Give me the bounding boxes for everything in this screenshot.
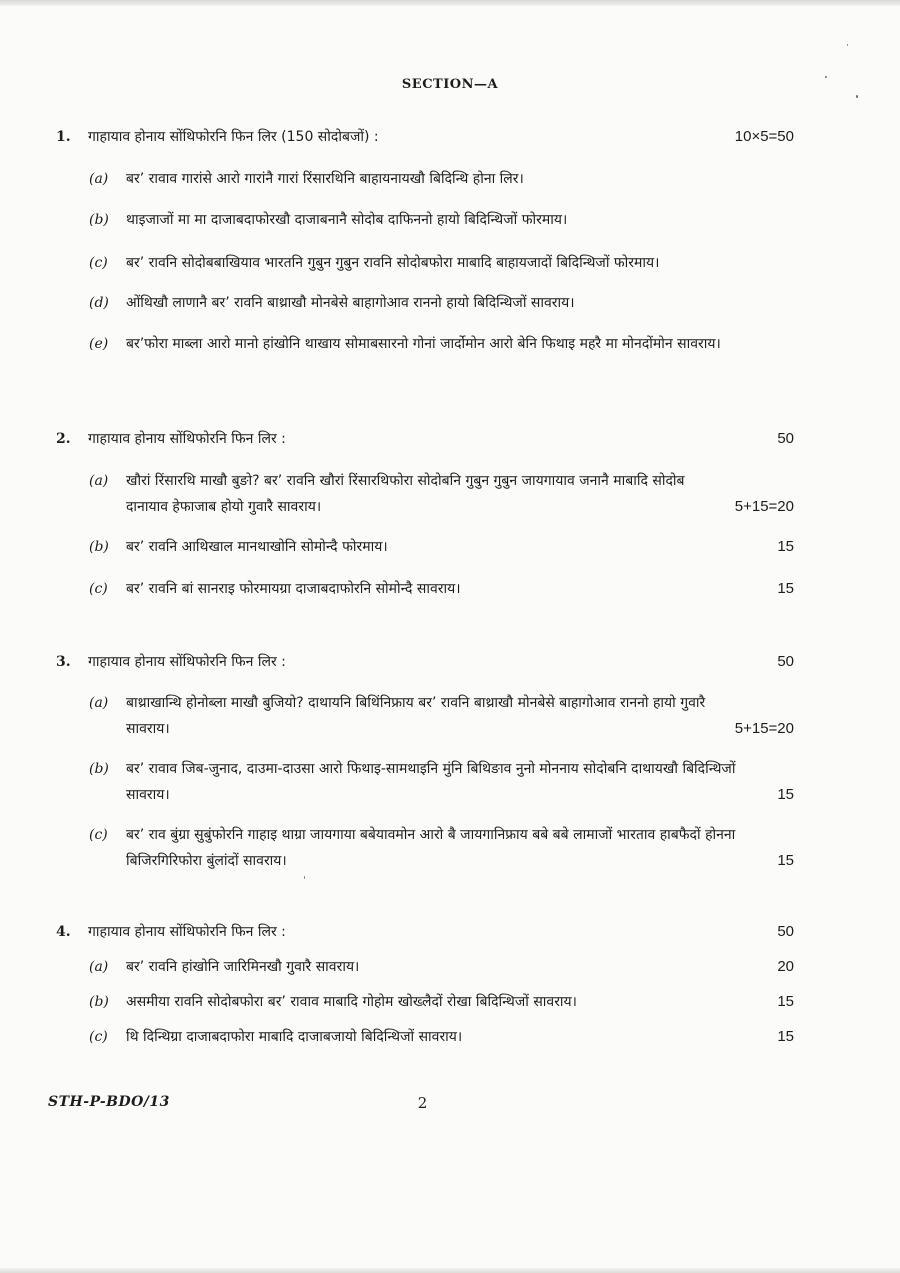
scan-speck	[825, 76, 827, 78]
item-label: (b)	[89, 539, 109, 555]
item-marks: 15	[777, 993, 794, 1010]
item-text: थाइजाजों मा मा दाजाबदाफोरखौ दाजाबनानै सोदोब दाफिननो हायो बिदिन्थिजों फोरमाय।	[126, 212, 568, 228]
scan-edge-bottom	[0, 1268, 900, 1273]
item-label: (b)	[89, 761, 109, 777]
question-2-item-a	[89, 468, 794, 520]
item-text: बर’ रावनि बां सानराइ फोरमायग्रा दाजाबदाफोरनि सोमोन्दै सावराय।	[126, 581, 461, 597]
item-text: बर’फोरा माब्ला आरो मानो हांखोनि थाखाय सोमाबसारनो गोनां जार्दोमोन आरो बेनि फिथाइ महरै मा मोनदोंमोन सावराय।	[126, 336, 721, 352]
question-prompt: गाहायाव होनाय सोंथिफोरनि फिन लिर :	[88, 654, 286, 670]
item-text: थि दिन्थिग्रा दाजाबदाफोरा माबादि दाजाबजायो बिदिन्थिजों सावराय।	[126, 1029, 463, 1045]
scan-speck	[856, 95, 858, 98]
item-text: बाथ्राखान्थि होनोब्ला माखौ बुजियो? दाथायनि बिथिंनिफ्राय बर’ रावनि बाथ्राखौ मोनबेसे बाहागोआव राननो हायो गुवारै सावराय।	[126, 695, 706, 737]
scan-edge-top	[0, 0, 900, 6]
item-label: (b)	[89, 212, 109, 228]
item-label: (b)	[89, 994, 109, 1010]
question-1-item-e	[89, 331, 794, 357]
question-marks: 10×5=50	[734, 128, 794, 145]
item-text: बर’ रावनि सोदोबबाखियाव भारतनि गुबुन गुबुन रावनि सोदोबफोरा माबादि बाहायजादों बिदिन्थिजों फोरमाय।	[126, 255, 660, 271]
item-marks: 5+15=20	[734, 720, 794, 737]
item-text: असमीया रावनि सोदोबफोरा बर’ रावाव माबादि गोहोम खोख्लैदों रोखा बिदिन्थिजों सावराय।	[126, 994, 577, 1010]
question-number: 2.	[56, 431, 71, 447]
item-text: बर’ रावनि आथिखाल मानथाखोनि सोमोन्दै फोरमाय।	[126, 539, 388, 555]
item-text: बर’ रावाव गारांसे आरो गारांनै गारां रिंसारथिनि बाहायनायखौ बिदिन्थि होना लिर।	[126, 171, 524, 187]
question-marks: 50	[777, 653, 794, 670]
question-number: 4.	[56, 924, 71, 940]
question-1-item-d	[89, 290, 794, 316]
item-label: (a)	[89, 473, 109, 489]
item-label: (c)	[89, 255, 108, 271]
question-number: 3.	[56, 654, 71, 670]
item-label: (c)	[89, 1029, 108, 1045]
item-text: खौरां रिंसारथि माखौ बुङो? बर’ रावनि खौरां रिंसारथिफोरा सोदोबनि गुबुन गुबुन जायगायाव जनानै माबादि सोदोब दानायाव हेफाजाब होयो गुवारै सावराय।	[126, 473, 685, 515]
item-label: (a)	[89, 171, 109, 187]
item-marks: 15	[777, 1028, 794, 1045]
item-label: (c)	[89, 827, 108, 843]
section-title: SECTION—A	[401, 77, 499, 92]
item-label: (a)	[89, 695, 109, 711]
question-marks: 50	[777, 430, 794, 447]
item-label: (c)	[89, 581, 108, 597]
page-number: 2	[417, 1094, 428, 1112]
scan-speck	[847, 44, 848, 46]
item-label: (a)	[89, 959, 109, 975]
question-1-item-b	[89, 207, 794, 233]
question-prompt: गाहायाव होनाय सोंथिफोरनि फिन लिर (150 सोदोबजों) :	[88, 129, 379, 145]
question-4-item-b	[89, 989, 794, 1015]
question-number: 1.	[56, 129, 71, 145]
question-4-item-a	[89, 954, 794, 980]
item-marks: 15	[777, 538, 794, 555]
item-text: बर’ राव बुंग्रा सुबुंफोरनि गाहाइ थाग्रा जायगाया बबेयावमोन आरो बै जायगानिफ्राय बबे बबे लामाजों भारताव हाबफैदों होनना बिजिरगिरिफोरा बुंलांदों सावराय।	[126, 827, 736, 869]
item-text: बर’ रावनि हांखोनि जारिमिनखौ गुवारै सावराय।	[126, 959, 360, 975]
question-2-item-b	[89, 534, 794, 560]
question-marks: 50	[777, 923, 794, 940]
scan-speck	[304, 876, 305, 879]
item-text: बर’ रावाव जिब-जुनाद, दाउमा-दाउसा आरो फिथाइ-सामथाइनि मुंनि बिथिङाव नुनो मोननाय सोदोबनि दाथायखौ बिदिन्थिजों सावराय।	[126, 761, 736, 803]
question-1-item-c	[89, 250, 794, 276]
item-marks: 15	[777, 580, 794, 597]
question-3-item-c	[89, 822, 794, 874]
question-prompt: गाहायाव होनाय सोंथिफोरनि फिन लिर :	[88, 431, 286, 447]
item-text: ओंथिखौ लाणानै बर’ रावनि बाथ्राखौ मोनबेसे बाहागोआव राननो हायो बिदिन्थिजों सावराय।	[126, 295, 575, 311]
item-label: (d)	[89, 295, 109, 311]
question-4-item-c	[89, 1024, 794, 1050]
question-3-item-b	[89, 756, 794, 808]
item-marks: 15	[777, 852, 794, 869]
item-marks: 20	[777, 958, 794, 975]
question-prompt: गाहायाव होनाय सोंथिफोरनि फिन लिर :	[88, 924, 286, 940]
question-1-item-a	[89, 166, 794, 192]
question-3-item-a	[89, 690, 794, 742]
paper-code: STH-P-BDO/13	[48, 1094, 170, 1110]
item-marks: 5+15=20	[734, 498, 794, 515]
item-marks: 15	[777, 786, 794, 803]
item-label: (e)	[89, 336, 109, 352]
question-2-item-c	[89, 576, 794, 602]
